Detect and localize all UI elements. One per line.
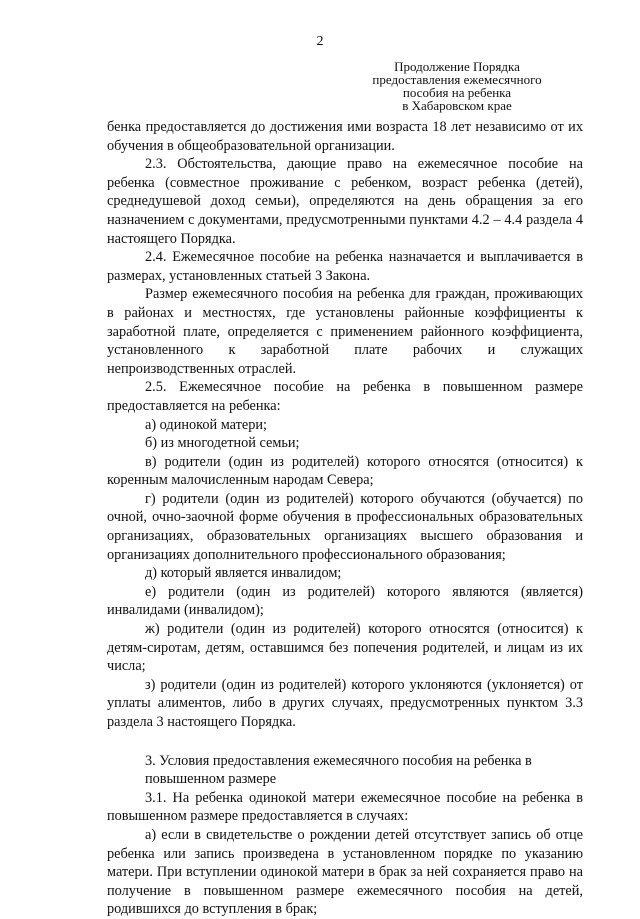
paragraph: Размер ежемесячного пособия на ребенка для граждан, проживающих в районах и местностях, где установлены районные коэффициенты к заработной плате, определяется с применением районного коэффициента, установленного к заработной плате рабочих и служащих непроизводственных отраслей. [107,286,583,377]
list-item: г) родители (один из родителей) которого обучаются (обучается) по очной, очно-заочной форме обучения в профессиональных образовательных организациях, образовательных организациях высшего образования и организациях дополнительного профессионального образования; [107,490,583,563]
paragraph: 3.1. На ребенка одинокой матери ежемесячное пособие на ребенка в повышенном размере предоставляется в случаях: [107,789,583,825]
section-heading: 3. Условия предоставления ежемесячного пособия на ребенка в повышенном размере [145,752,532,788]
paragraph: 2.3. Обстоятельства, дающие право на ежемесячное пособие на ребенка (совместное проживание с ребенком, возраст ребенка (детей), среднедушевой доход семьи), определяются на день обращения за его назначением с документами, предусмотренными пунктами 4.2 – 4.4 раздела 4 настоящего Порядка. [107,156,583,247]
list-item: в) родители (один из родителей) которого относятся (относится) к коренным малочисленным народам Севера; [107,453,583,489]
list-item: д) который является инвалидом; [145,565,342,582]
header-line: Продолжение Порядка [394,59,520,74]
list-item: ж) родители (один из родителей) которого относятся (относится) к детям-сиротам, детям, оставшимся без попечения родителей, и лицам из их числа; [107,621,583,675]
header-line: предоставления ежемесячного [372,72,542,87]
page-number: 2 [316,34,324,49]
paragraph: а) если в свидетельстве о рождении детей отсутствует запись об отце ребенка или запись произведена в установленном порядке по указанию матери. При вступлении одинокой матери в брак за ней сохраняется право на получение в повышенном размере ежемесячного пособия на детей, родившихся до вступления в брак; [107,826,583,918]
list-item: б) из многодетной семьи; [145,435,300,452]
list-item: е) родители (один из родителей) которого являются (является) инвалидами (инвалидом); [107,583,583,619]
paragraph: бенка предоставляется до достижения ими возраста 18 лет независимо от их обучения в общеобразовательной организации. [107,119,583,154]
header-line: пособия на ребенка [402,85,512,100]
list-item: з) родители (один из родителей) которого уклоняются (уклоняется) от уплаты алиментов, либо в других случаях, предусмотренных пунктом 3.3 раздела 3 настоящего Порядка. [107,676,583,730]
header-line: в Хабаровском крае [402,98,512,113]
header-note [332,60,582,112]
paragraph: 2.5. Ежемесячное пособие на ребенка в повышенном размере предоставляется на ребенка: [107,379,583,414]
list-item: а) одинокой матери; [145,416,268,433]
document-body [107,118,583,919]
paragraph: 2.4. Ежемесячное пособие на ребенка назначается и выплачивается в размерах, установленных статьей 3 Закона. [107,249,583,284]
